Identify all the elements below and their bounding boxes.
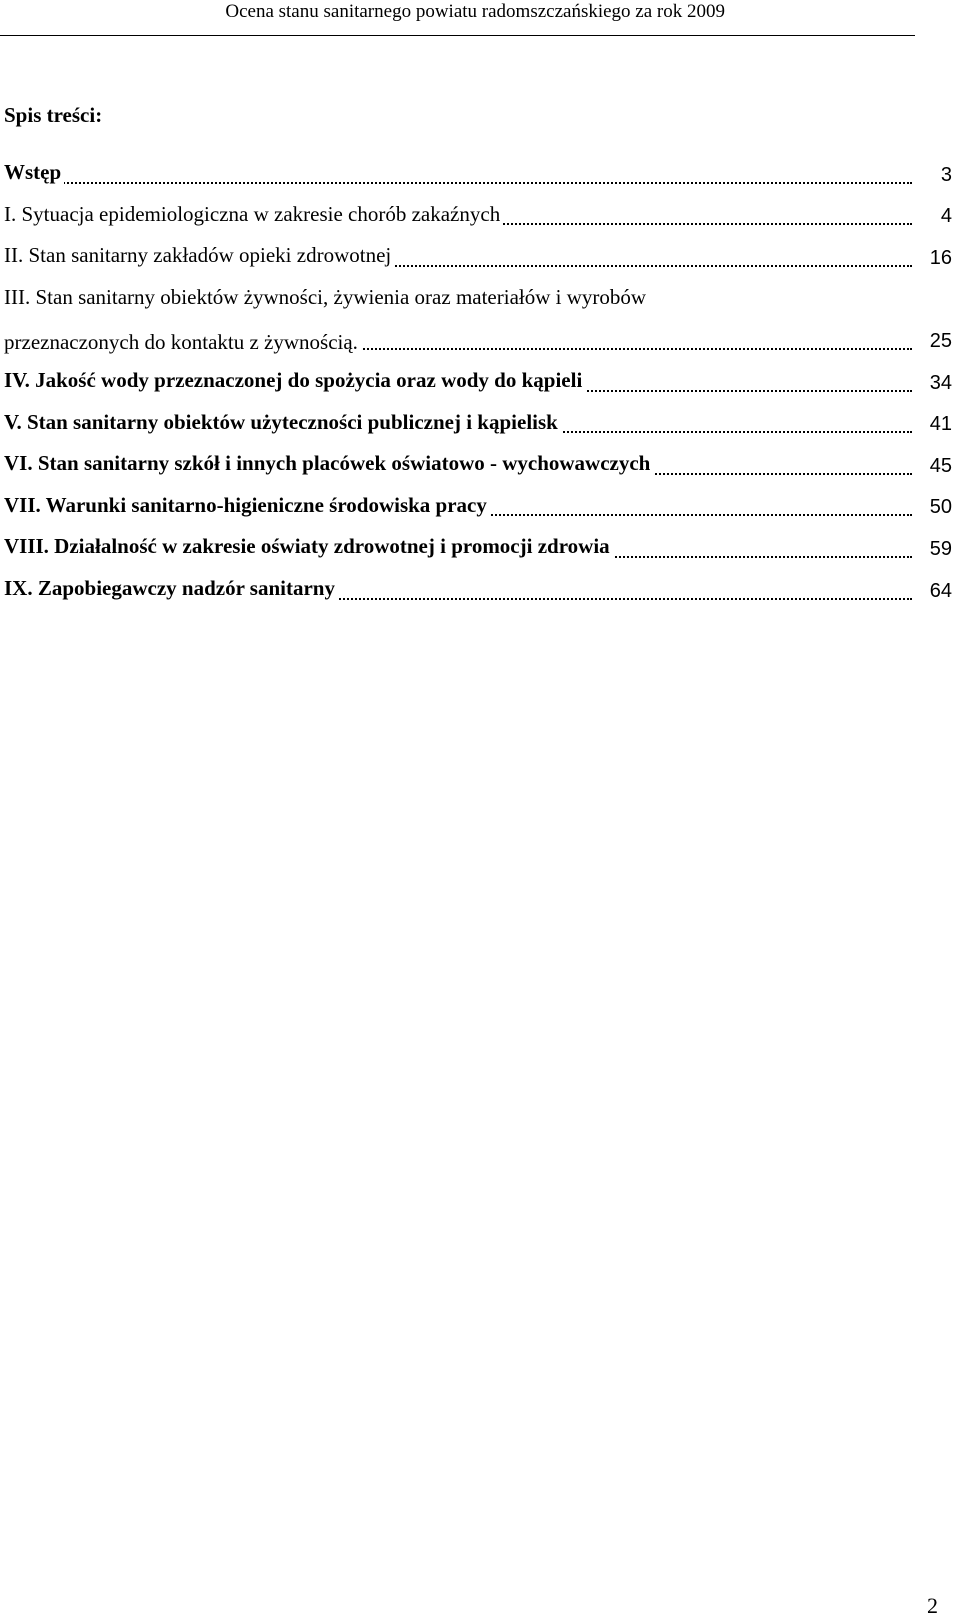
toc-entry-page: 41 xyxy=(927,413,952,435)
toc-title: Spis treści: xyxy=(4,103,103,127)
toc-entry-chapter-3[interactable] xyxy=(4,284,952,367)
toc-entry-chapter-8[interactable] xyxy=(4,533,952,575)
toc-entry-chapter-1[interactable] xyxy=(4,201,952,243)
toc-entry-page: 59 xyxy=(927,538,952,560)
running-header xyxy=(0,0,915,36)
dot-leader xyxy=(4,182,912,184)
toc-entry-page: 45 xyxy=(927,455,952,477)
toc-entry-chapter-5[interactable] xyxy=(4,409,952,451)
toc-entry-chapter-2[interactable] xyxy=(4,242,952,284)
toc-entry-page: 64 xyxy=(927,580,952,602)
toc-entry-label: VIII. Działalność w zakresie oświaty zdrowotnej i promocji zdrowia xyxy=(4,534,613,558)
table-of-contents xyxy=(4,159,952,617)
running-header-title: Ocena stanu sanitarnego powiatu radomszczańskiego za rok 2009 xyxy=(225,1,725,22)
toc-entry-label: V. Stan sanitarny obiektów użyteczności publicznej i kąpielisk xyxy=(4,410,561,434)
toc-entry-page: 3 xyxy=(938,164,952,186)
toc-entry-page: 50 xyxy=(927,496,952,518)
toc-entry-label: II. Stan sanitarny zakładów opieki zdrowotnej xyxy=(4,243,394,267)
toc-entry-page: 25 xyxy=(927,330,952,352)
toc-entry-label: VII. Warunki sanitarno-higieniczne środowiska pracy xyxy=(4,493,490,517)
toc-entry-page: 16 xyxy=(927,247,952,269)
toc-entry-label: IV. Jakość wody przeznaczonej do spożycia oraz wody do kąpieli xyxy=(4,368,585,392)
toc-entry-label: Wstęp xyxy=(4,160,64,184)
toc-entry-chapter-7[interactable] xyxy=(4,492,952,534)
toc-entry-label: VI. Stan sanitarny szkół i innych placówek oświatowo - wychowawczych xyxy=(4,451,653,475)
toc-entry-label: I. Sytuacja epidemiologiczna w zakresie chorób zakaźnych xyxy=(4,202,503,226)
toc-entry-label: IX. Zapobiegawczy nadzór sanitarny xyxy=(4,576,338,600)
toc-entry-page: 4 xyxy=(938,205,952,227)
toc-entry-chapter-9[interactable] xyxy=(4,575,952,617)
toc-entry-label-line2: przeznaczonych do kontaktu z żywnością. xyxy=(4,329,361,355)
toc-entry-page: 34 xyxy=(927,372,952,394)
page-number: 2 xyxy=(927,1593,938,1618)
toc-entry-wstep[interactable] xyxy=(4,159,952,201)
toc-entry-chapter-6[interactable] xyxy=(4,450,952,492)
toc-entry-chapter-4[interactable] xyxy=(4,367,952,409)
toc-entry-label-line1: III. Stan sanitarny obiektów żywności, żywienia oraz materiałów i wyrobów xyxy=(4,284,647,309)
